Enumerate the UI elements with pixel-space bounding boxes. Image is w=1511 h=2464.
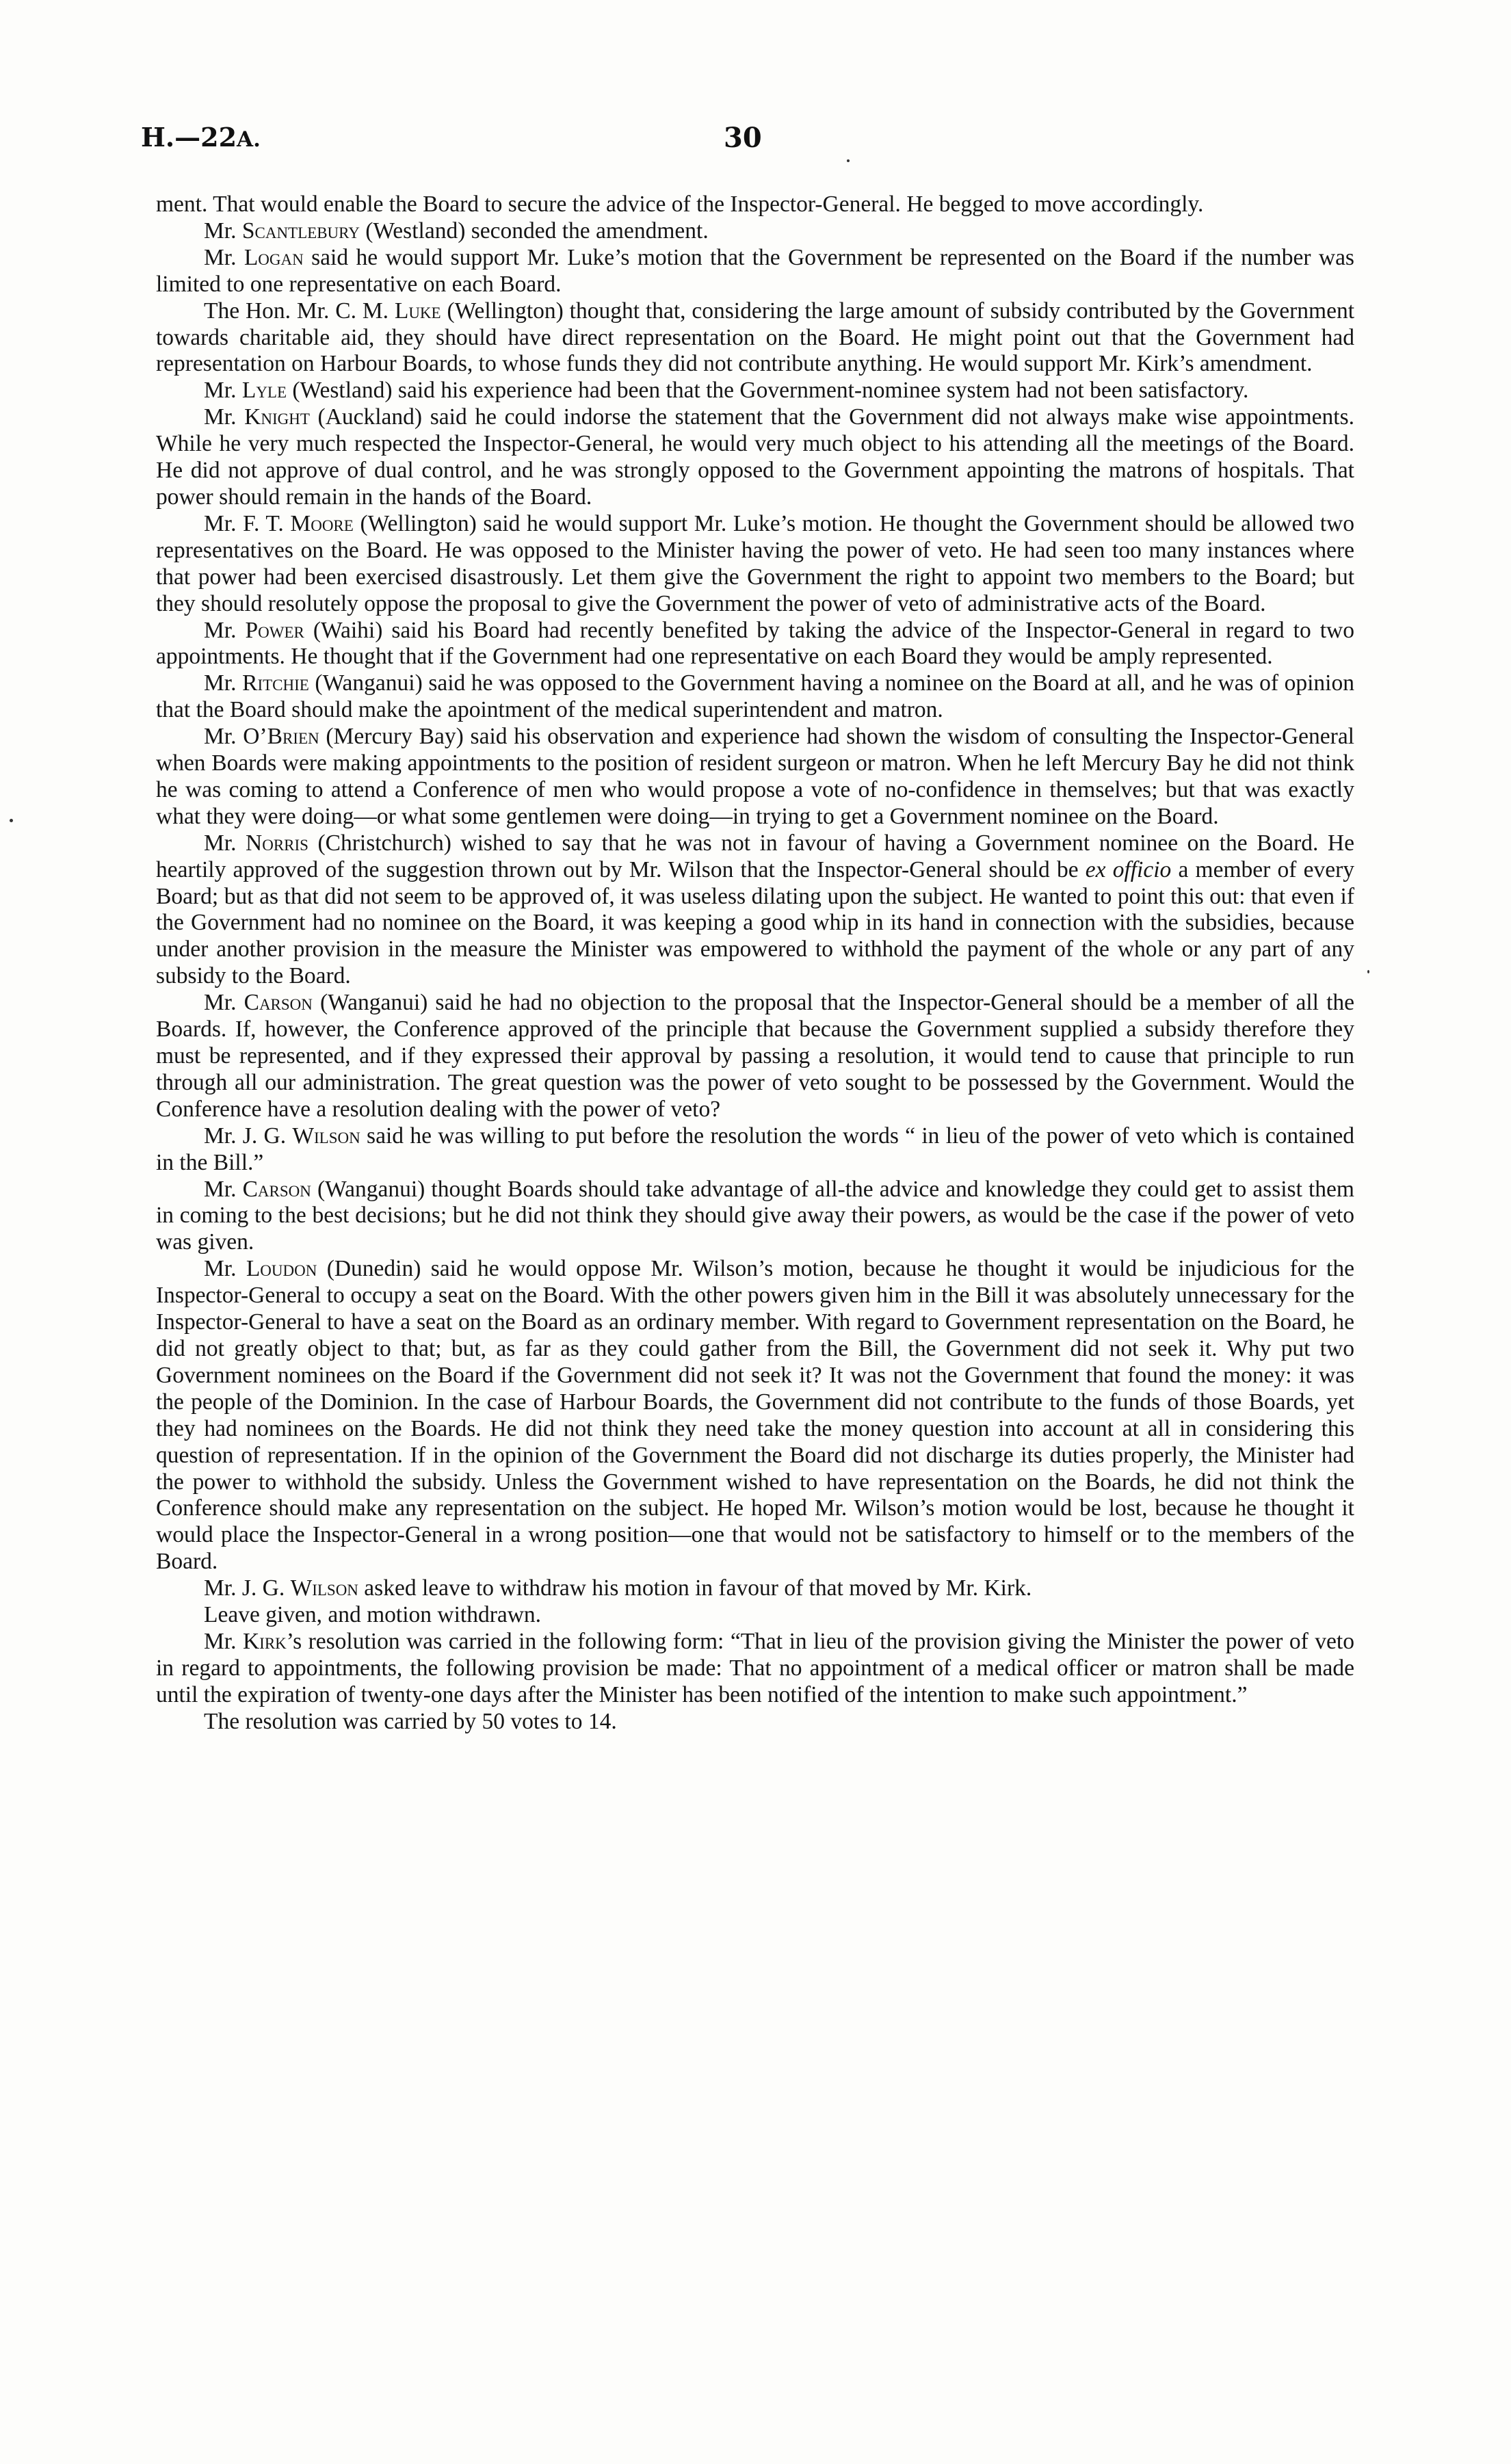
paragraph-text: Mr.: [204, 1176, 243, 1202]
speaker-name: Brien: [267, 724, 319, 750]
paragraph-text: The Hon. Mr. C. M.: [204, 298, 395, 324]
paragraph: [156, 1629, 1354, 1709]
scan-speck: [847, 159, 850, 162]
paragraph-text: Mr.: [204, 990, 244, 1016]
speaker-name: Power: [245, 617, 304, 643]
speaker-name: Norris: [246, 830, 308, 856]
paragraph-text: (Auckland) said he could indorse the statement that the Government did not always make wise appointments. While he very much respected the Inspector-General, he would very much object to his attending all the meetings of the Board. He did not approve of dual control, and he was strongly opposed to the Government appointing the matrons of hospitals. That power should remain in the hands of the Board.: [156, 404, 1354, 510]
page-body: [156, 192, 1354, 1735]
paragraph: [156, 1602, 1354, 1629]
paragraph-text: (Waihi) said his Board had recently benefited by taking the advice of the Inspector-General in regard to two appointments. He thought that if the Government had one representative on each Board they would be amply represented.: [156, 617, 1354, 670]
paragraph: [156, 1123, 1354, 1177]
paragraph-text: Mr.: [204, 244, 244, 270]
paragraph-text: Mr.: [204, 1256, 246, 1282]
page-number: 30: [724, 122, 762, 154]
paragraph-text: said he would support Mr. Luke’s motion that the Government be represented on the Board if the number was limited to one representative on each Board.: [156, 244, 1354, 297]
paragraph: [156, 618, 1354, 671]
paragraph: [156, 1177, 1354, 1257]
speaker-name: Kirk: [242, 1628, 287, 1654]
paragraph-text: asked leave to withdraw his motion in favour of that moved by Mr. Kirk.: [358, 1575, 1032, 1601]
paragraph-text: ment. That would enable the Board to secure the advice of the Inspector-General. He begged to move accordingly.: [156, 192, 1204, 217]
paragraph-text: (Wellington) said he would support Mr. Luke’s motion. He thought the Government should be allowed two representatives on the Board. He was opposed to the Minister having the power of veto. He had seen too many instances where that power had been exercised disastrously. Let them give the Government the right to appoint two members to the Board; but they should resolutely oppose the proposal to give the Government the power of veto of administrative acts of the Board.: [156, 510, 1354, 616]
paragraph: [156, 1256, 1354, 1575]
paragraph-text: Mr. F. T.: [204, 510, 291, 536]
paragraph-text: Mr.: [204, 830, 246, 856]
paragraph: [156, 192, 1354, 218]
speaker-name: Carson: [242, 1176, 311, 1202]
italic-phrase: ex officio: [1085, 856, 1172, 882]
paragraph: [156, 511, 1354, 618]
speaker-name: Scantlebury: [241, 218, 360, 244]
scan-speck: [10, 819, 13, 822]
speaker-name: Logan: [244, 244, 304, 270]
speaker-name: Ritchie: [242, 670, 309, 696]
paragraph-text: (Wanganui) said he was opposed to the Government having a nominee on the Board at all, and he was of opinion that the Board should make the apointment of the medical superintendent and matron.: [156, 670, 1354, 723]
scan-speck: [1367, 970, 1369, 973]
speaker-name: Luke: [394, 298, 441, 324]
paragraph: [156, 830, 1354, 990]
speaker-name: Moore: [290, 510, 354, 536]
paragraph-text: said he was willing to put before the resolution the words “ in lieu of the power of veto which is contained in the Bill.”: [156, 1123, 1355, 1175]
paragraph: [156, 670, 1354, 724]
document-reference: [141, 122, 261, 153]
document-reference-prefix: H.—22: [141, 122, 237, 153]
paragraph-text: (Wanganui) thought Boards should take advantage of all-the advice and knowledge they could get to assist them in coming to the best decisions; but he did not think they should give away their powers, as would be the case if the power of veto was given.: [156, 1176, 1354, 1255]
paragraph-text: Mr.: [204, 617, 246, 643]
paragraph-text: (Westland) seconded the amendment.: [359, 218, 709, 244]
paragraph-text: Mr.: [204, 670, 243, 696]
paragraph-text: Leave given, and motion withdrawn.: [204, 1602, 542, 1628]
paragraph: [156, 245, 1354, 298]
paragraph: [156, 218, 1354, 245]
paragraph-text: Mr. O’: [204, 724, 267, 750]
document-reference-suffix: A.: [237, 127, 261, 152]
paragraph-text: (Wellington) thought that, considering the large amount of subsidy contributed by the Government towards charitable aid, they should have direct representation on the Board. He might point out that the Government had representation on Harbour Boards, to whose funds they did not contribute anything. He would support Mr. Kirk’s amendment.: [156, 298, 1355, 377]
paragraph-text: The resolution was carried by 50 votes to 14.: [204, 1708, 617, 1734]
paragraph: [156, 404, 1354, 511]
speaker-name: Wilson: [292, 1123, 360, 1149]
speaker-name: Loudon: [246, 1256, 317, 1282]
paragraph: [156, 1709, 1354, 1735]
paragraph-text: (Dunedin) said he would oppose Mr. Wilson’s motion, because he thought it would be injudicious for the Inspector-General to occupy a seat on the Board. With the other powers given him in the Bill it was absolutely unnecessary for the Inspector-General to have a seat on the Board as an ordinary member. With regard to Government representation on the Board, he did not greatly object to that; but, as far as they could gather from the Bill, the Government did not seek it. Why put two Government nominees on the Board if the Government did not seek it? It was not the Government that found the money: it was the people of the Dominion. In the case of Harbour Boards, the Government did not contribute to the funds of those Boards, yet they had nominees on the Boards. He did not think they need take the money question into account at all in considering this question of representation. If in the opinion of the Government the Board did not discharge its duties properly, the Minister had the power to withhold the subsidy. Unless the Government wished to have representation on the Boards, he did not think the Conference should make any representation on the subject. He hoped Mr. Wilson’s motion would be lost, because he thought it would place the Inspector-General in a wrong position—one that would not be satisfactory to himself or to the members of the Board.: [156, 1256, 1354, 1575]
paragraph-text: (Mercury Bay) said his observation and experience had shown the wisdom of consulting the Inspector-General when Boards were making appointments to the position of resident surgeon or matron. When he left Mercury Bay he did not think he was coming to attend a Conference of men who would propose a vote of no-confidence in themselves; but that was exactly what they were doing—or what some gentlemen were doing—in trying to get a Government nominee on the Board.: [156, 724, 1354, 829]
paragraph-text: a member of every Board; but as that did not seem to be approved of, it was useless dilating upon the subject. He wanted to point this out: that even if the Government had no nominee on the Board, it was keeping a good whip in its hand in connection with the subsidies, because under another provision in the measure the Minister was empowered to withhold the payment of the whole or any part of any subsidy to the Board.: [156, 856, 1354, 989]
paragraph-text: Mr.: [204, 218, 242, 244]
paragraph-text: Mr. J. G.: [204, 1123, 293, 1149]
speaker-name: Carson: [244, 990, 313, 1016]
speaker-name: Wilson: [290, 1575, 358, 1601]
paragraph: [156, 378, 1354, 404]
paragraph-text: Mr.: [204, 378, 242, 404]
paragraph: [156, 990, 1354, 1123]
paragraph-text: Mr. J. G.: [204, 1575, 291, 1601]
paragraph-text: (Wanganui) said he had no objection to the proposal that the Inspector-General should be a member of all the Boards. If, however, the Conference approved of the principle that because the Government supplied a subsidy therefore they must be represented, and if they expressed their approval by passing a resolution, it would tend to cause that principle to run through all our administration. The great question was the power of veto sought to be possessed by the Government. Would the Conference have a resolution dealing with the power of veto?: [156, 990, 1354, 1122]
paragraph: [156, 724, 1354, 830]
paragraph-text: (Christchurch) wished to say that he was not in favour of having a Government nominee on the Board. He heartily approved of the suggestion thrown out by Mr. Wilson that the Inspector-General should be: [156, 830, 1354, 882]
paragraph-text: ’s resolution was carried in the following form: “That in lieu of the provision giving the Minister the power of veto in regard to appointments, the following provision be made: That no appointment of a medical officer or matron shall be made until the expiration of twenty-one days after the Minister has been notified of the intention to make such appointment.”: [156, 1628, 1354, 1707]
paragraph-text: Mr.: [204, 1628, 243, 1654]
paragraph-text: (Westland) said his experience had been that the Government-nominee system had not been satisfactory.: [287, 378, 1249, 404]
speaker-name: Knight: [244, 404, 310, 430]
paragraph-text: Mr.: [204, 404, 245, 430]
paragraph: [156, 298, 1354, 378]
speaker-name: Lyle: [241, 378, 287, 404]
paragraph: [156, 1575, 1354, 1602]
page-header: [0, 122, 1511, 163]
